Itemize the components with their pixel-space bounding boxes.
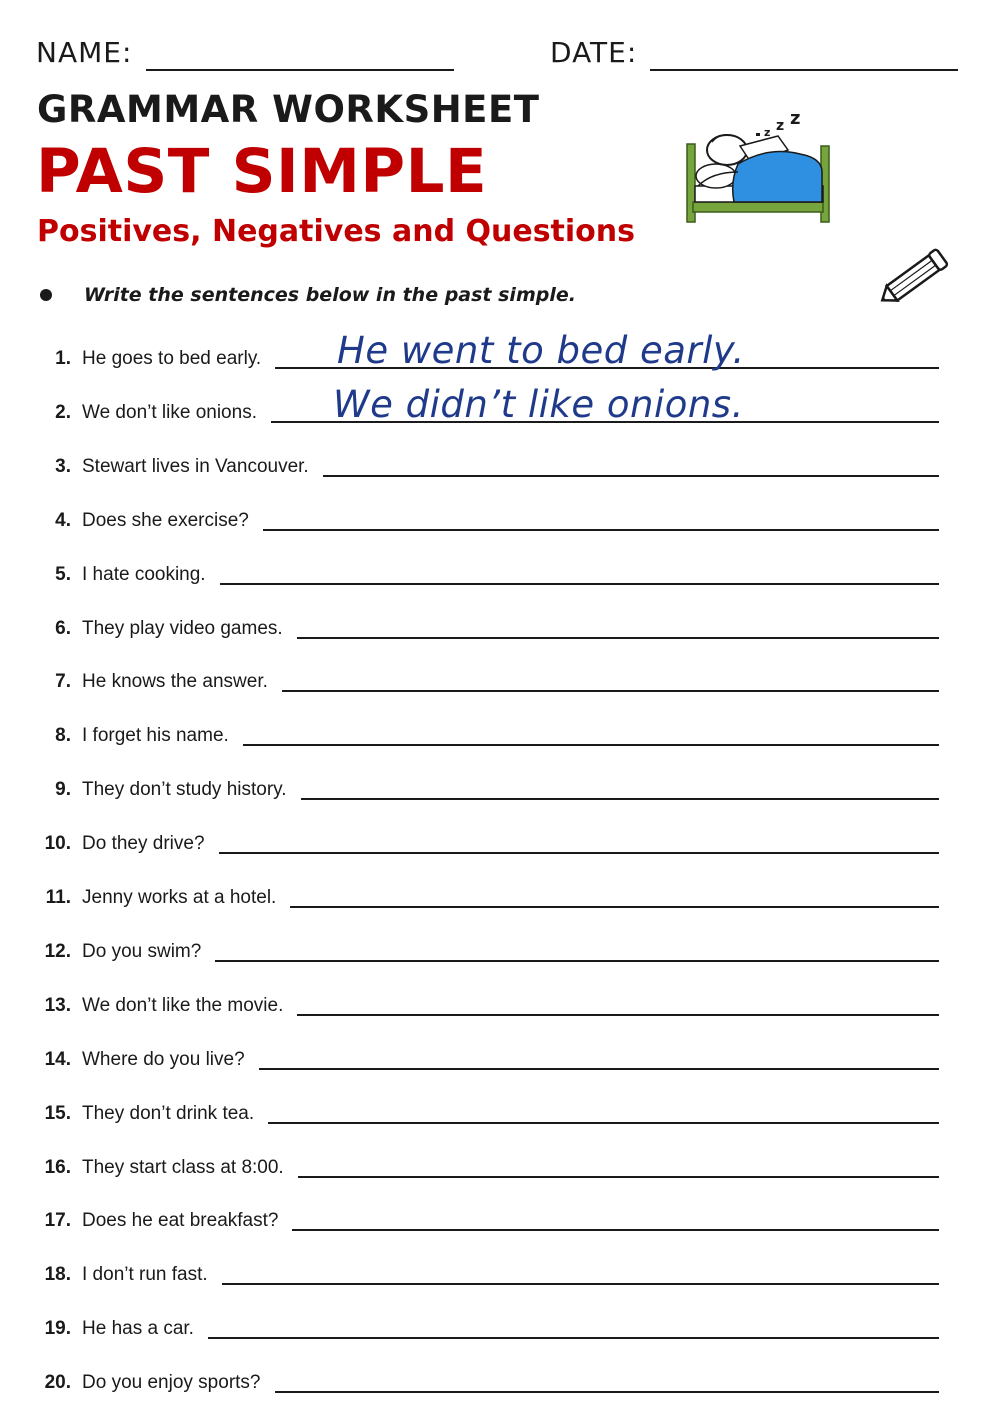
question-text: We don’t like onions. — [82, 402, 257, 423]
answer-field[interactable] — [268, 1122, 939, 1124]
question-number: 4. — [55, 510, 71, 531]
question-row — [36, 605, 939, 645]
question-text: Do they drive? — [82, 833, 205, 854]
bullet-icon — [40, 289, 52, 301]
question-number: 18. — [44, 1264, 71, 1285]
answer-field[interactable] — [290, 906, 939, 908]
question-row — [36, 658, 939, 698]
question-number: 9. — [55, 779, 71, 800]
question-text: They don’t study history. — [82, 779, 287, 800]
question-row — [36, 1090, 939, 1130]
answer-field[interactable] — [222, 1283, 939, 1285]
question-row — [36, 712, 939, 752]
question-row — [36, 928, 939, 968]
question-text: I forget his name. — [82, 725, 229, 746]
svg-text:z: z — [776, 118, 785, 134]
answer-field[interactable] — [275, 1391, 939, 1393]
answer-field[interactable] — [243, 744, 939, 746]
question-row — [36, 820, 939, 860]
question-row — [36, 1305, 939, 1345]
answer-field[interactable] — [282, 690, 939, 692]
question-row — [36, 982, 939, 1022]
question-number: 13. — [44, 995, 71, 1016]
answer-field[interactable] — [297, 1014, 939, 1016]
question-number: 6. — [55, 618, 71, 639]
question-row — [36, 551, 939, 591]
handwritten-answer: He went to bed early. — [337, 329, 745, 372]
question-row — [36, 1144, 939, 1184]
question-number: 7. — [55, 671, 71, 692]
question-text: We don’t like the movie. — [82, 995, 284, 1016]
pencil-icon — [874, 246, 956, 312]
question-text: They don’t drink tea. — [82, 1103, 255, 1124]
question-number: 2. — [55, 402, 71, 423]
question-number: 17. — [44, 1210, 71, 1231]
question-text: Jenny works at a hotel. — [82, 887, 277, 908]
page-subtitle: Positives, Negatives and Questions — [37, 214, 635, 249]
question-text: He has a car. — [82, 1318, 194, 1339]
answer-field[interactable] — [215, 960, 939, 962]
question-row — [36, 1359, 939, 1399]
question-number: 11. — [45, 887, 71, 908]
answer-field[interactable] — [298, 1176, 939, 1178]
question-number: 3. — [55, 456, 71, 477]
question-text: Does she exercise? — [82, 510, 249, 531]
question-text: They start class at 8:00. — [82, 1157, 284, 1178]
question-text: Stewart lives in Vancouver. — [82, 456, 309, 477]
name-label: NAME: — [36, 36, 133, 69]
question-row — [36, 1036, 939, 1076]
question-text: Where do you live? — [82, 1049, 245, 1070]
question-number: 20. — [44, 1372, 71, 1393]
question-row — [36, 329, 939, 375]
question-number: 14. — [44, 1049, 71, 1070]
question-row — [36, 766, 939, 806]
question-number: 12. — [44, 941, 71, 962]
answer-field[interactable] — [323, 475, 939, 477]
question-number: 16. — [44, 1157, 71, 1178]
answer-field[interactable] — [259, 1068, 939, 1070]
answer-field[interactable] — [292, 1229, 939, 1231]
name-field[interactable] — [146, 69, 454, 71]
page-title: PAST SIMPLE — [36, 136, 488, 207]
answer-field[interactable] — [297, 637, 939, 639]
question-text: Do you swim? — [82, 941, 202, 962]
date-field[interactable] — [650, 69, 958, 71]
svg-text:z: z — [764, 126, 771, 139]
answer-field[interactable] — [220, 583, 939, 585]
question-number: 19. — [44, 1318, 71, 1339]
question-text: Do you enjoy sports? — [82, 1372, 261, 1393]
question-row — [36, 874, 939, 914]
question-number: 5. — [55, 564, 71, 585]
question-text: He goes to bed early. — [82, 348, 262, 369]
answer-field[interactable] — [263, 529, 939, 531]
question-text: I hate cooking. — [82, 564, 206, 585]
question-row — [36, 1197, 939, 1237]
svg-text:z: z — [790, 108, 801, 129]
instruction — [36, 284, 576, 312]
question-text: He knows the answer. — [82, 671, 268, 692]
header-fields — [36, 36, 966, 76]
question-text: I don’t run fast. — [82, 1264, 208, 1285]
sleeping-in-bed-icon — [682, 106, 834, 228]
question-row — [36, 497, 939, 537]
answer-field[interactable] — [301, 798, 939, 800]
handwritten-answer: We didn’t like onions. — [333, 383, 744, 426]
question-row — [36, 1251, 939, 1291]
question-text: Does he eat breakfast? — [82, 1210, 279, 1231]
answer-field[interactable] — [208, 1337, 939, 1339]
question-number: 8. — [55, 725, 71, 746]
question-row — [36, 443, 939, 483]
question-text: They play video games. — [82, 618, 283, 639]
worksheet-label: GRAMMAR WORKSHEET — [37, 88, 540, 131]
instruction-text: Write the sentences below in the past simple. — [84, 284, 576, 306]
question-number: 10. — [44, 833, 71, 854]
answer-field[interactable] — [219, 852, 939, 854]
question-number: 15. — [44, 1103, 71, 1124]
date-label: DATE: — [550, 36, 638, 69]
question-row — [36, 383, 939, 429]
question-number: 1. — [55, 348, 71, 369]
